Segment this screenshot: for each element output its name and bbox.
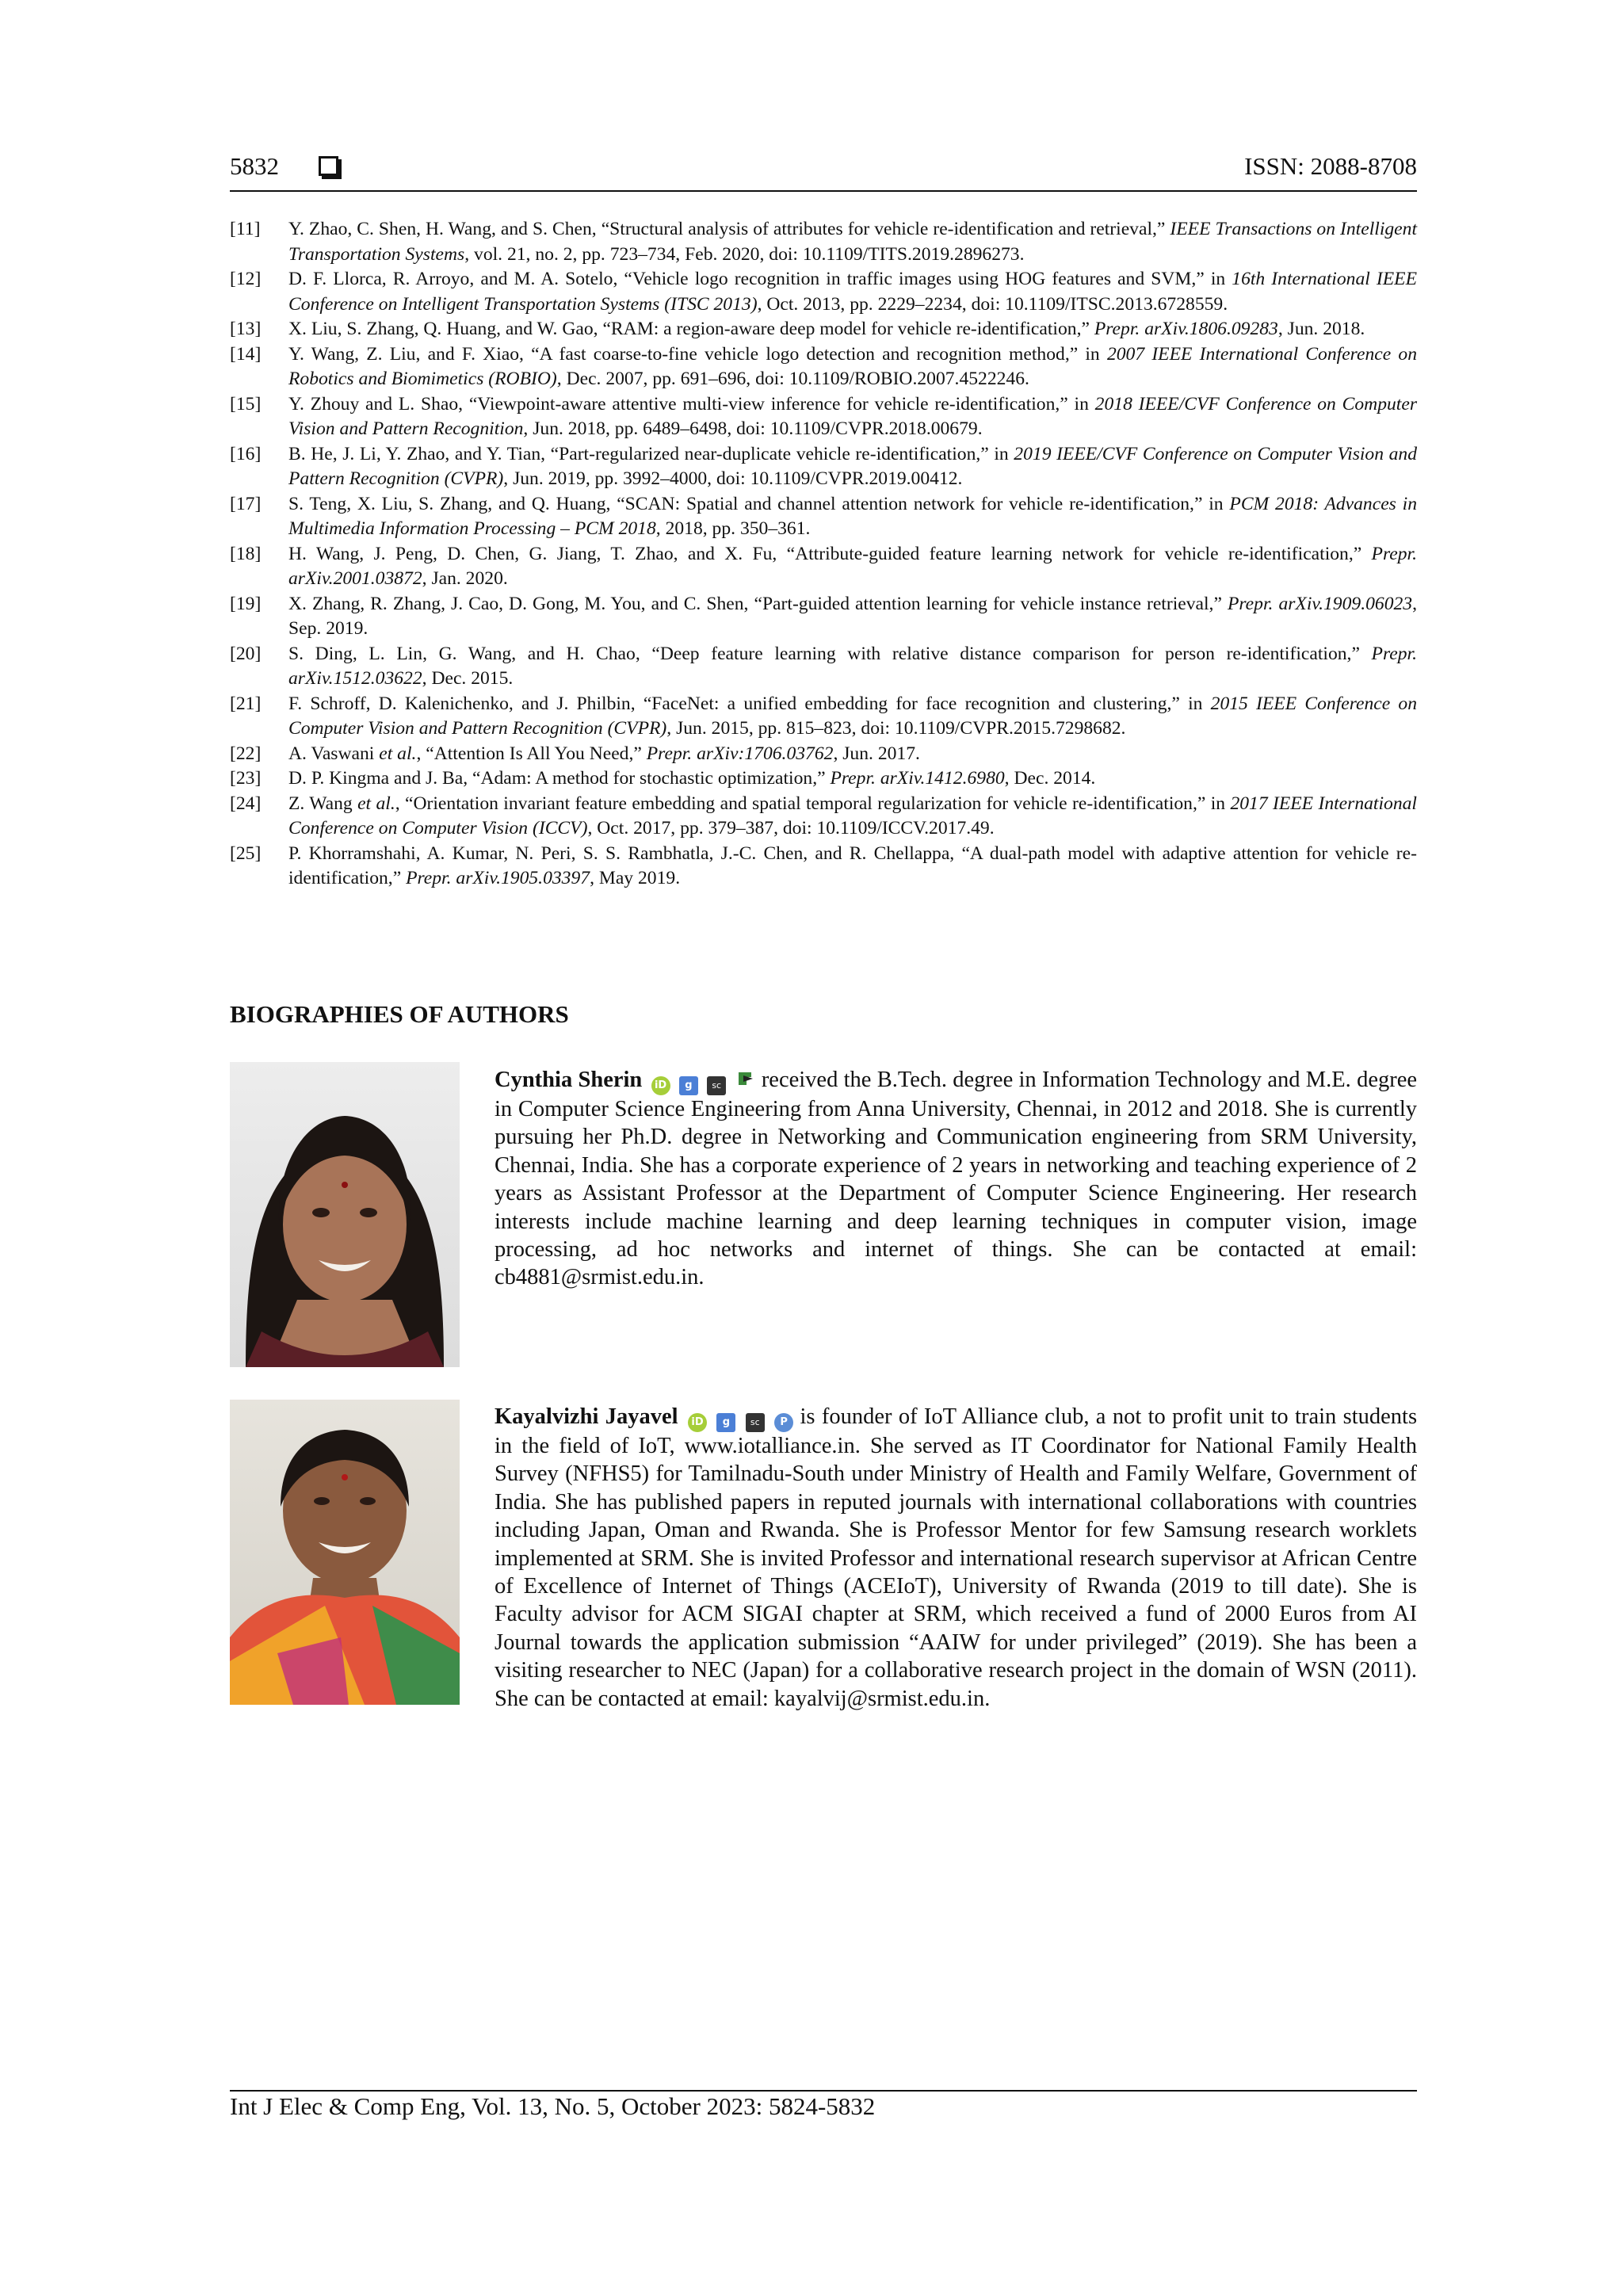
reference-number: [11] (230, 219, 261, 239)
reference-fragment: X. Zhang, R. Zhang, J. Cao, D. Gong, M. You, and C. Shen, “Part-guided attention learning for vehicle instance retrieval,” (288, 593, 1228, 614)
reference-fragment: , vol. 21, no. 2, pp. 723–734, Feb. 2020, doi: 10.1109/TITS.2019.2896273. (464, 243, 1025, 265)
reference-number: [16] (230, 443, 262, 464)
reference-number: [20] (230, 643, 262, 664)
reference-number: [17] (230, 493, 262, 514)
reference-number: [24] (230, 793, 262, 814)
publons-icon[interactable]: P (774, 1413, 793, 1432)
reference-fragment: Z. Wang (288, 793, 358, 814)
author-bio-text: received the B.Tech. degree in Information Technology and M.E. degree in Computer Science Engineering from Anna University, Chennai, in 2012 and 2018. She is currently pursuing her Ph.D. degree in Networking and Communication engineering from SRM University, Chennai, India. She has a corporate experience of 2 years in networking and teaching experience of 2 years as Assistant Professor at the Department of Computer Science Engineering. Her research interests include machine learning and deep learning techniques in computer vision, image processing, ad hoc networks and internet of things. She can be contacted at email: cb4881@srmist.edu.in. (495, 1068, 1418, 1290)
reference-venue: 2018 IEEE/CVF Conference on Computer Vision and Pattern Recognition (288, 393, 1418, 439)
page-header (230, 152, 1417, 189)
reference-text (288, 592, 1417, 642)
reference-text (288, 766, 1417, 792)
checkbox-square-icon (319, 156, 338, 176)
reference-text (288, 492, 1417, 542)
reference-number: [15] (230, 393, 262, 415)
footer-rule (230, 2090, 1417, 2092)
author-photo-cynthia-sherin (230, 1062, 460, 1367)
google-scholar-icon[interactable]: g (716, 1413, 735, 1432)
reference-text (288, 692, 1417, 742)
reference-fragment: , Jun. 2017. (833, 743, 920, 764)
reference-item (230, 317, 1417, 342)
reference-venue: et al. (379, 743, 417, 764)
author-bio-text: is founder of IoT Alliance club, a not to profit unit to train students in the field of IoT, www.iotalliance.in. She served as IT Coordinator for National Family Health Survey (NFHS5) for Tamilnadu-South under Ministry of Health and Family Welfare, Government of India. She has published papers in reputed journals with international collaborations with countries including Japan, Oman and Rwanda. She is Professor Mentor for few Samsung research worklets implemented at SRM. She is invited Professor and international research supervisor at African Centre of Excellence of Internet of Things (ACEIoT), University of Rwanda (2019 to till date). She is Faculty advisor for ACM SIGAI chapter at SRM, which received a fund of 2000 Euros from AI Journal towards the application submission “AAIW for under privileged” (2019). She has been a visiting researcher to NEC (Japan) for a collaborative research project in the domain of WSN (2011). She can be contacted at email: kayalvij@srmist.edu.in. (495, 1404, 1418, 1711)
author-name: Kayalvizhi Jayavel (495, 1404, 678, 1429)
reference-venue: Prepr. arXiv.1905.03397 (406, 868, 590, 888)
reference-fragment: , Dec. 2015. (422, 668, 514, 689)
reference-number: [21] (230, 693, 262, 714)
reference-fragment: , “Orientation invariant feature embedding and spatial temporal regularization for vehicle re-identification,” in (395, 793, 1231, 814)
reference-item (230, 842, 1417, 892)
reference-number: [12] (230, 269, 262, 289)
orcid-icon[interactable]: iD (688, 1413, 707, 1432)
reference-venue: Prepr. arXiv.1512.03622 (288, 643, 1417, 689)
reference-text (288, 217, 1417, 267)
reference-venue: 2017 IEEE International Conference on Computer Vision (ICCV) (288, 793, 1417, 839)
issn: ISSN: 2088-8708 (1244, 152, 1417, 180)
reference-fragment: S. Ding, L. Lin, G. Wang, and H. Chao, “Deep feature learning with relative distance comparison for person re-identification,” (288, 643, 1372, 664)
reference-venue: 2015 IEEE Conference on Computer Vision and Pattern Recognition (CVPR) (288, 693, 1418, 739)
reference-text (288, 542, 1417, 592)
reference-number: [25] (230, 842, 262, 864)
journal-footer: Int J Elec & Comp Eng, Vol. 13, No. 5, October 2023: 5824-5832 (230, 2092, 876, 2120)
reference-fragment: , “Attention Is All You Need,” (416, 743, 647, 764)
reference-item (230, 342, 1417, 392)
reference-item (230, 692, 1417, 742)
reference-venue: Prepr. arXiv.1909.06023 (1227, 593, 1413, 614)
reference-fragment: H. Wang, J. Peng, D. Chen, G. Jiang, T. Zhao, and X. Fu, “Attribute-guided feature learning network for vehicle re-identification,” (288, 543, 1372, 564)
biography-cynthia-sherin (495, 1066, 1417, 1292)
reference-number: [13] (230, 319, 262, 339)
reference-fragment: , Dec. 2007, pp. 691–696, doi: 10.1109/ROBIO.2007.4522246. (556, 369, 1029, 389)
reference-venue: Prepr. arXiv:1706.03762 (646, 743, 834, 764)
web-of-science-icon[interactable] (735, 1069, 756, 1088)
reference-item (230, 392, 1417, 442)
reference-venue: Prepr. arXiv.1806.09283 (1094, 319, 1278, 339)
reference-number: [18] (230, 543, 262, 564)
section-title: BIOGRAPHIES OF AUTHORS (230, 1000, 569, 1028)
reference-fragment: , May 2019. (590, 868, 681, 888)
reference-fragment: Y. Wang, Z. Liu, and F. Xiao, “A fast coarse-to-fine vehicle logo detection and recognition method,” in (288, 343, 1107, 365)
reference-fragment: , Oct. 2017, pp. 379–387, doi: 10.1109/ICCV.2017.49. (587, 818, 995, 839)
reference-item (230, 792, 1417, 842)
reference-text (288, 267, 1417, 317)
reference-venue: IEEE Transactions on Intelligent Transportation Systems (288, 219, 1417, 265)
reference-venue: Prepr. arXiv.2001.03872 (288, 543, 1417, 589)
reference-list (230, 217, 1417, 892)
page-number: 5832 (230, 152, 279, 180)
reference-text (288, 317, 1417, 342)
reference-item (230, 542, 1417, 592)
biography-kayalvizhi-jayavel (495, 1403, 1417, 1713)
reference-item (230, 766, 1417, 792)
reference-fragment: , Jun. 2018. (1277, 319, 1365, 339)
reference-venue: PCM 2018: Advances in Multimedia Information Processing – PCM 2018 (288, 493, 1418, 539)
reference-venue: 16th International IEEE Conference on Intelligent Transportation Systems (ITSC 2013) (288, 269, 1417, 315)
reference-venue: 2019 IEEE/CVF Conference on Computer Vision and Pattern Recognition (CVPR) (288, 443, 1418, 489)
reference-venue: et al. (357, 793, 395, 814)
reference-fragment: B. He, J. Li, Y. Zhao, and Y. Tian, “Part-regularized near-duplicate vehicle re-identification,” in (288, 443, 1014, 464)
reference-item (230, 442, 1417, 492)
reference-number: [22] (230, 743, 262, 764)
reference-fragment: , Jun. 2018, pp. 6489–6498, doi: 10.1109/CVPR.2018.00679. (523, 418, 983, 439)
reference-fragment: , Sep. 2019. (288, 593, 1417, 639)
reference-fragment: , 2018, pp. 350–361. (655, 518, 811, 539)
scopus-icon[interactable]: sc (707, 1076, 726, 1095)
header-rule (230, 190, 1417, 192)
reference-text (288, 442, 1417, 492)
reference-fragment: , Jun. 2015, pp. 815–823, doi: 10.1109/CVPR.2015.7298682. (666, 718, 1126, 739)
reference-item (230, 742, 1417, 767)
reference-fragment: D. P. Kingma and J. Ba, “Adam: A method for stochastic optimization,” (288, 768, 831, 789)
reference-fragment: , Oct. 2013, pp. 2229–2234, doi: 10.1109/ITSC.2013.6728559. (757, 293, 1228, 315)
reference-fragment: S. Teng, X. Liu, S. Zhang, and Q. Huang, “SCAN: Spatial and channel attention network for vehicle re-identification,” in (288, 493, 1230, 514)
author-photo-kayalvizhi-jayavel (230, 1400, 460, 1705)
reference-item (230, 267, 1417, 317)
reference-fragment: , Dec. 2014. (1004, 768, 1096, 789)
reference-fragment: , Jan. 2020. (422, 568, 508, 589)
reference-text (288, 342, 1417, 392)
reference-text (288, 742, 1417, 767)
orcid-icon[interactable]: iD (651, 1076, 670, 1095)
reference-text (288, 642, 1417, 692)
reference-fragment: Y. Zhao, C. Shen, H. Wang, and S. Chen, “Structural analysis of attributes for vehicle re-identification and retrieval,” (288, 219, 1170, 239)
google-scholar-icon[interactable]: g (679, 1076, 698, 1095)
reference-text (288, 842, 1417, 892)
reference-fragment: P. Khorramshahi, A. Kumar, N. Peri, S. S. Rambhatla, J.-C. Chen, and R. Chellappa, “A dual-path model with adaptive attention for vehicle re-identification,” (288, 842, 1417, 888)
reference-fragment: , Jun. 2019, pp. 3992–4000, doi: 10.1109/CVPR.2019.00412. (503, 468, 963, 489)
reference-text (288, 392, 1417, 442)
reference-fragment: Y. Zhouy and L. Shao, “Viewpoint-aware attentive multi-view inference for vehicle re-identification,” in (288, 393, 1095, 415)
reference-fragment: D. F. Llorca, R. Arroyo, and M. A. Sotelo, “Vehicle logo recognition in traffic images using HOG features and SVM,” in (288, 269, 1232, 289)
reference-venue: 2007 IEEE International Conference on Robotics and Biomimetics (ROBIO) (288, 343, 1417, 389)
reference-number: [14] (230, 343, 262, 365)
reference-item (230, 217, 1417, 267)
reference-fragment: A. Vaswani (288, 743, 380, 764)
reference-item (230, 492, 1417, 542)
author-name: Cynthia Sherin (495, 1068, 643, 1092)
reference-number: [23] (230, 768, 262, 789)
reference-fragment: X. Liu, S. Zhang, Q. Huang, and W. Gao, “RAM: a region-aware deep model for vehicle re-identification,” (288, 319, 1094, 339)
reference-fragment: F. Schroff, D. Kalenichenko, and J. Philbin, “FaceNet: a unified embedding for face recognition and clustering,” in (288, 693, 1211, 714)
reference-venue: Prepr. arXiv.1412.6980 (830, 768, 1005, 789)
reference-item (230, 642, 1417, 692)
scopus-icon[interactable]: sc (746, 1413, 765, 1432)
reference-item (230, 592, 1417, 642)
reference-number: [19] (230, 593, 262, 614)
reference-text (288, 792, 1417, 842)
